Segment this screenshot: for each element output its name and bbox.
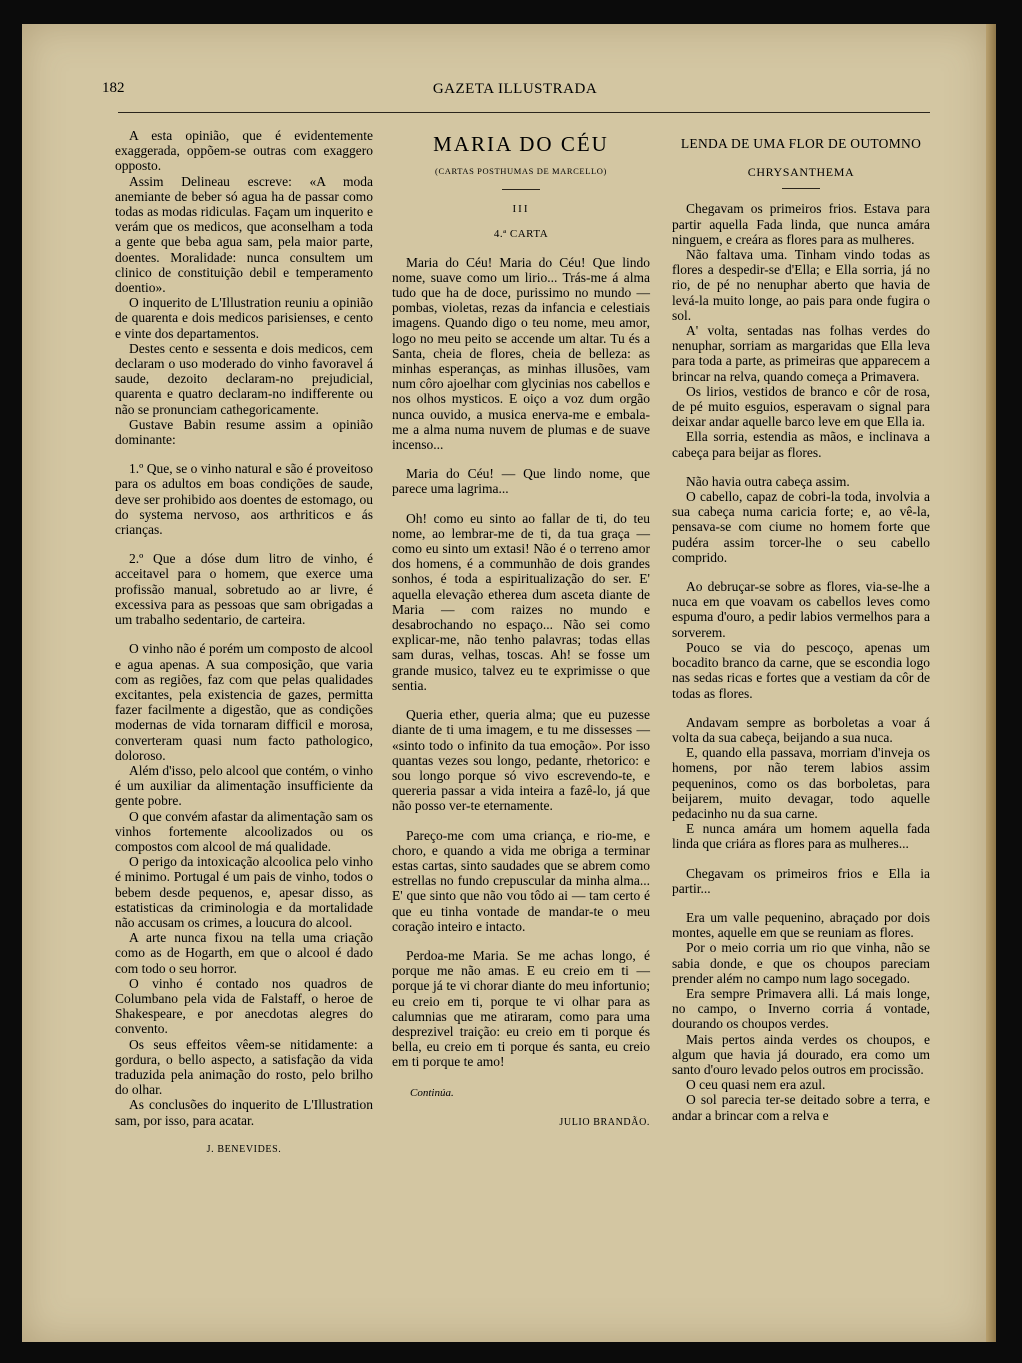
paragraph: Maria do Céu! Maria do Céu! Que lindo nome, suave como um lirio... Trás-me á alma tudo que ha de doce, purissimo no mundo — pombas, violetas, rezas da infancia e celestiais imagens. Quando digo o teu nome, meu amor, logo no meu peito se accende um altar. Tu és a Santa, cheia de flores, cheia de belleza: as minhas esperanças, as minhas illusões, vam num côro ajoelhar com glycinias nos cabellos e nos olhos mysticos. E oiço a voz dum orgão nunca ouvido, a musica enerva-me e embala-me a alma numa nuvem de plumas e de suave incenso... [392, 254, 650, 453]
continued-note: Continúa. [410, 1086, 454, 1099]
paragraph: 2.º Que a dóse dum litro de vinho, é acceitavel para o homem, que exerce uma profissão manual, sobretudo ao ar livre, é excessiva para as pessoas que sam obrigadas a um trabalho sedentario, de carteira. [115, 551, 373, 628]
column-lenda [672, 128, 930, 1123]
paragraph: Assim Delineau escreve: «A moda anemiante de beber só agua ha de passar como todas as modas ridiculas. Façam um inquerito e verám que os medicos, que aconselham a toda a gente que beba agua sam, pela maior parte, doentes. Moralidade: nunca consultem um clinico de constituição debil e temperamento doentio». [115, 173, 373, 296]
paragraph: O que convém afastar da alimentação sam os vinhos fortemente alcoolizados ou os compostos com alcool de má qualidade. [115, 808, 373, 854]
article-subtitle: CHRYSANTHEMA [747, 165, 855, 180]
column-maria-do-ceu [392, 128, 650, 1130]
paragraph: Gustave Babin resume assim a opinião dominante: [115, 416, 373, 448]
paragraph: Não havia outra cabeça assim. [686, 473, 850, 489]
paragraph: Pouco se via do pescoço, apenas um bocadito branco da carne, que se escondia logo nas sedas ricas e fortes que a vestiam da côr de todas as flores. [672, 639, 930, 701]
author-signature: J. BENEVIDES. [206, 1143, 282, 1155]
paragraph: Não faltava uma. Tinham vindo todas as flores a despedir-se d'Ella; e Ella sorria, já no rio, de pé no nenuphar aberto que havia de levá-la muito longe, ao pais para onde fugira o sol. [672, 247, 930, 323]
paragraph: O perigo da intoxicação alcoolica pelo vinho é minimo. Portugal é um pais de vinho, todos o bebem desde pequenos, e, apesar disso, as estatisticas da criminologia e da mortalidade não accusam os crimes, a loucura do alcool. [115, 854, 373, 930]
paragraph: E, quando ella passava, morriam d'inveja os homens, por não terem labios assim pequeninos, como os das borboletas, para beijarem, muito devagar, todo aquelle pedacinho nu da sua carne. [672, 745, 930, 821]
paragraph: O ceu quasi nem era azul. [686, 1077, 826, 1093]
paragraph: Oh! como eu sinto ao fallar de ti, do teu nome, ao lembrar-me de ti, da tua graça — como eu sinto um extasi! Não é o terreno amor dos homens, é a communhão de dois grandes sonhos, é toda a espiritualização do ser. E' aquella elevação etherea dum asceta diante de Maria — com raizes no mundo e desabrochando no espaço... Não sei como explicar-me, não tenho palavras; todas ellas sam duras, velhas, toscas. Ah! se fosse um grande musico, talvez eu te exprimisse o que sentia. [392, 510, 650, 693]
letter-heading: 4.ª CARTA [493, 228, 549, 241]
paragraph: Queria ether, queria alma; que eu puzesse diante de ti uma imagem, e tu me dissesses — «sinto todo o infinito da tua emoção». Por isso quantas vezes sou longo, pedante, rhetorico: e sou longo porque só vivo escrevendo-te, e quereria passar a vida inteira a fazê-lo, já que não posso ver-te eternamente. [392, 707, 650, 814]
paragraph: Perdoa-me Maria. Se me achas longo, é porque me não amas. E eu creio em ti — porque já te vi chorar diante do meu infortunio; eu creio em ti, porque te vi olhar para as calumnias que me atiraram, como para uma desprezivel traição: eu creio em ti porque és bella, eu creio em ti porque és santa, eu creio em ti porque te amo! [392, 947, 650, 1070]
page-header [100, 78, 930, 100]
page-edge [986, 24, 996, 1342]
paragraph: A' volta, sentadas nas folhas verdes do nenuphar, sorriam as margaridas que Ella leva para toda a parte, as primeiras que apparecem a brincar na relva, quando começa a Primavera. [672, 323, 930, 384]
article-title: LENDA DE UMA FLOR DE OUTOMNO [680, 136, 922, 151]
paragraph: O sol parecia ter-se deitado sobre a terra, e andar a brincar com a relva e [672, 1092, 930, 1123]
section-numeral: III [512, 203, 530, 216]
paragraph: Chegavam os primeiros frios e Ella ia partir... [672, 865, 930, 896]
paragraph: Pareço-me com uma criança, e rio-me, e choro, e quando a vida me obriga a terminar estas cartas, sinto saudades que se abrem como estrellas no fundo crepuscular da minha alma... E' que sinto que não vou tôdo ai — tam certo é que eu tinha vontade de mandar-te o meu coração inteiro e intacto. [392, 827, 650, 934]
paragraph: Os seus effeitos vêem-se nitidamente: a gordura, o bello aspecto, a satisfação da vida traduzida pela animação do rosto, pelo brilho do olhar. [115, 1036, 373, 1098]
article-title: MARIA DO CÉU [433, 132, 609, 156]
author-signature: JULIO BRANDÃO. [559, 1116, 650, 1128]
page-number: 182 [102, 80, 125, 96]
paragraph: O cabello, capaz de cobri-la toda, involvia a sua cabeça numa caricia forte; e, ao vê-la, pensava-se com ciume no homem forte que pudéra assim torcer-lhe o seu cabello comprido. [672, 489, 930, 565]
paragraph: Além d'isso, pelo alcool que contém, o vinho é um auxiliar da alimentação insufficiente da gente pobre. [115, 762, 373, 809]
paragraph: O inquerito de L'Illustration reuniu a opinião de quarenta e dois medicos parisienses, e cento e vinte dos departamentos. [115, 295, 373, 341]
paragraph: Ao debruçar-se sobre as flores, via-se-lhe a nuca em que voavam os cabellos leves como espuma d'ouro, a pedir labios vermelhos para a sorverem. [672, 579, 930, 640]
paragraph: Destes cento e sessenta e dois medicos, cem declaram o uso moderado do vinho favoravel á saude, dezoito declaram-no prejudicial, quarenta e quatro declaram-no indifferente ou não se pronunciam cathegoricamente. [115, 340, 373, 417]
paragraph: Ella sorria, estendia as mãos, e inclinava a cabeça para beijar as flores. [672, 429, 930, 460]
paragraph: E nunca amára um homem aquella fada linda que criára as flores para as mulheres... [672, 821, 930, 852]
paragraph: As conclusões do inquerito de L'Illustration sam, por isso, para acatar. [115, 1097, 373, 1128]
paragraph: Chegavam os primeiros frios. Estava para partir aquella Fada linda, que nunca amára ninguem, e creára as flores para as mulheres. [672, 201, 930, 247]
header-rule [118, 112, 930, 113]
paragraph: Por o meio corria um rio que vinha, não se sabia donde, e que os choupos pareciam prender além no campo num lago socegado. [672, 940, 930, 986]
paragraph: Os lirios, vestidos de branco e côr de rosa, de pé muito esguios, esperavam o signal para deixar andar aquelle barco leve em que Ella ia. [672, 383, 930, 430]
paragraph: O vinho não é porém um composto de alcool e agua apenas. A sua composição, que varia com as regiões, faz com que pelas qualidades excitantes, pela existencia de gazes, permitta fazer facilmente a digestão, que as condições modernas de vida tornaram difficil e morosa, converteram quasi num facto pathologico, doloroso. [115, 641, 373, 763]
journal-title: GAZETA ILLUSTRADA [432, 81, 598, 97]
divider [502, 189, 540, 190]
paragraph: A esta opinião, que é evidentemente exaggerada, oppõem-se outras com exaggero opposto. [115, 128, 373, 174]
divider [782, 188, 820, 189]
paragraph: Andavam sempre as borboletas a voar á volta da sua cabeça, beijando a sua nuca. [672, 714, 930, 745]
paragraph: Maria do Céu! — Que lindo nome, que parece uma lagrima... [392, 466, 650, 497]
paragraph: A arte nunca fixou na tella uma criação como as de Hogarth, em que o alcool é dado com todo o seu horror. [115, 930, 373, 976]
article-subtitle: (CARTAS POSTHUMAS DE MARCELLO) [435, 166, 607, 176]
paragraph: Era um valle pequenino, abraçado por dois montes, aquelle em que se reuniam as flores. [672, 909, 930, 941]
paragraph: Mais pertos ainda verdes os choupos, e algum que havia já dourado, era como um santo d'ouro levado pelos outros em procissão. [672, 1031, 930, 1077]
paragraph: Era sempre Primavera alli. Lá mais longe, no campo, o Inverno corria á vontade, dourando os choupos verdes. [672, 985, 930, 1032]
paragraph: O vinho é contado nos quadros de Columbano pela vida de Falstaff, o heroe de Shakespeare, e por anecdotas alegres do convento. [115, 975, 373, 1037]
column-wine-article [115, 128, 373, 1157]
paragraph: 1.º Que, se o vinho natural e são é proveitoso para os adultos em boas condições de saude, deve ser prohibido aos doentes de estomago, ou do systema nervoso, aos arthriticos e ás crianças. [115, 461, 373, 538]
